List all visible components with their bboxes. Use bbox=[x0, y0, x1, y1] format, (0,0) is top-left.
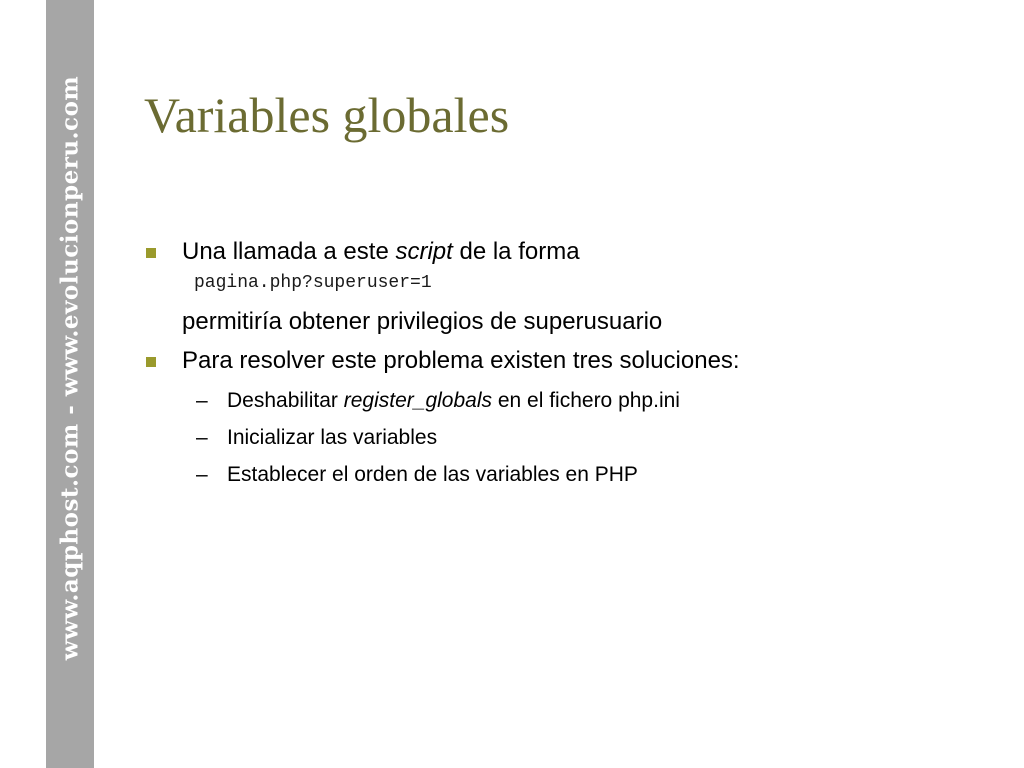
dash-bullet-icon: – bbox=[196, 426, 208, 449]
bullet-1-text-before: Una llamada a este bbox=[182, 238, 396, 265]
sub-bullet-list bbox=[144, 382, 984, 493]
bullet-item-1 bbox=[144, 236, 984, 268]
dash-bullet-icon: – bbox=[196, 463, 208, 486]
square-bullet-icon bbox=[146, 248, 156, 258]
bullet-2-text: Para resolver este problema existen tres soluciones: bbox=[182, 347, 740, 374]
sub-item-2 bbox=[144, 419, 984, 456]
side-watermark: www.aqphost.com - www.evolucionperu.com bbox=[56, 75, 84, 661]
bullet-item-2 bbox=[144, 345, 984, 377]
sub-item-3-text: Establecer el orden de las variables en PHP bbox=[227, 463, 638, 486]
sub-item-2-text: Inicializar las variables bbox=[227, 426, 438, 449]
bullet-1-continuation: permitiría obtener privilegios de superusuario bbox=[182, 308, 663, 335]
bullet-1-text-after: de la forma bbox=[452, 238, 580, 265]
bullet-1-text-italic: script bbox=[395, 238, 453, 265]
dash-bullet-icon: – bbox=[196, 389, 208, 412]
code-example: pagina.php?superuser=1 bbox=[194, 273, 432, 293]
sub-item-3 bbox=[144, 456, 984, 493]
slide-title: Variables globales bbox=[144, 87, 510, 143]
sub-item-1 bbox=[144, 382, 984, 419]
sub-item-1-text-before: Deshabilitar bbox=[227, 389, 344, 412]
square-bullet-icon bbox=[146, 357, 156, 367]
sub-item-1-text-italic: register_globals bbox=[343, 389, 492, 412]
slide-content bbox=[144, 236, 984, 493]
sub-item-1-text-after: en el fichero php.ini bbox=[492, 389, 680, 412]
